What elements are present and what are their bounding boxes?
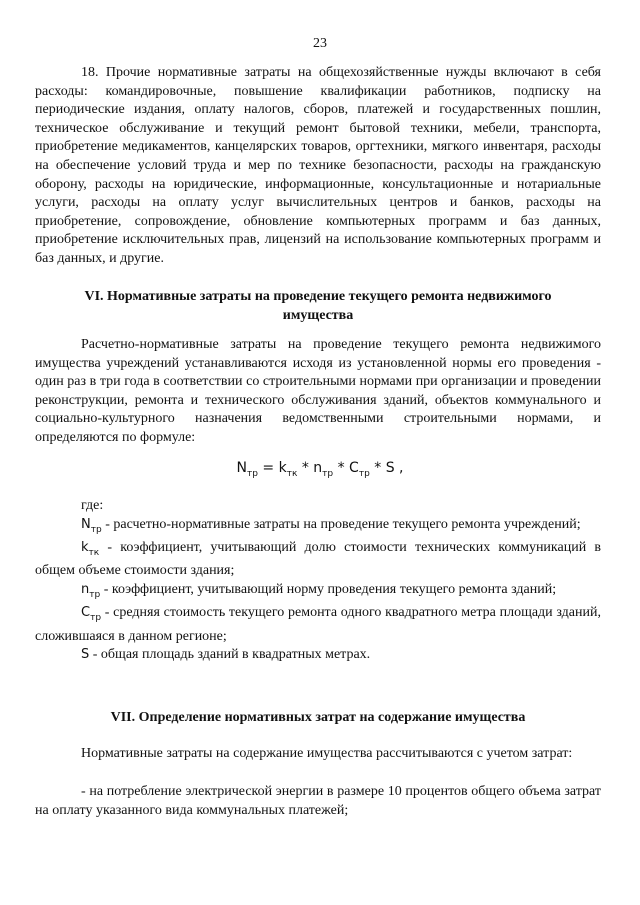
section-6-heading — [35, 288, 601, 325]
formula-eq: = — [257, 460, 279, 476]
formula-k-sub: тк — [286, 468, 298, 479]
section-6-heading-line2: имущества — [282, 307, 354, 323]
def-C-text: - средняя стоимость текущего ремонта одного квадратного метра площади зданий, сложившаяся в данном регионе; — [35, 605, 601, 644]
formula-op2: * — [333, 460, 350, 476]
formula-n: n — [313, 460, 323, 476]
formula-op3: * — [369, 460, 386, 476]
formula-C: C — [349, 460, 359, 476]
repair-cost-formula — [0, 460, 640, 479]
def-S-symbol: S — [81, 647, 90, 663]
def-N-symbol: N — [81, 516, 91, 532]
definition-n — [35, 581, 601, 604]
formula-k: k — [278, 460, 287, 476]
formula-end: , — [394, 460, 404, 476]
definitions-block — [35, 497, 601, 665]
section-6-intro: Расчетно-нормативные затраты на проведение текущего ремонта недвижимого имущества учреждений устанавливаются исходя из установленной нормы его проведения - один раз в три года в соответствии со строительными нормами при организации и проведении реконструкции, ремонта и технического обслуживания зданий, объектов коммунального и социально-культурного назначения ведомственными строительными нормами, и определяются по формуле: — [35, 337, 601, 445]
def-n-text: - коэффициент, учитывающий норму проведения текущего ремонта зданий; — [100, 581, 557, 597]
def-n-sub: тр — [89, 589, 101, 600]
definition-C — [35, 604, 601, 646]
definition-k — [35, 539, 601, 581]
page-number: 23 — [313, 36, 327, 51]
def-C-symbol: C — [81, 605, 91, 621]
formula-N-sub: тр — [246, 468, 258, 479]
section-7-heading: VII. Определение нормативных затрат на содержание имущества — [110, 710, 526, 725]
def-k-text: - коэффициент, учитывающий долю стоимости технических коммуникаций в общем объеме стоимости здания; — [35, 539, 601, 579]
section-7-item-1: - на потребление электрической энергии в размере 10 процентов общего объема затрат на оплату указанного вида коммунальных платежей; — [35, 784, 601, 818]
def-k-sub: тк — [88, 547, 100, 558]
formula-S: S — [385, 460, 395, 476]
formula-n-sub: тр — [322, 468, 334, 479]
definition-S — [35, 646, 601, 665]
def-k-symbol: k — [81, 539, 89, 555]
def-N-text: - расчетно-нормативные затраты на проведение текущего ремонта учреждений; — [101, 516, 581, 532]
def-S-text: - общая площадь зданий в квадратных метрах. — [89, 647, 371, 663]
def-C-sub: тр — [90, 613, 102, 624]
formula-op1: * — [297, 460, 314, 476]
def-N-sub: тр — [90, 524, 102, 535]
paragraph-18: 18. Прочие нормативные затраты на общехозяйственные нужды включают в себя расходы: командировочные, повышение квалификации работников, подписку на периодические издания, оплату налогов, сборов, платежей и государственных пошлин, техническое обслуживание и текущий ремонт бытовой техники, мебели, транспорта, приобретение медикаментов, канцелярских товаров, оргтехники, мягкого инвентаря, расходы на обеспечение условий труда и мер по технике безопасности, расходы на гражданскую оборону, расходы на юридические, информационные, консультационные и нотариальные услуги, расходы на оплату услуг вычислительных центров и банков, расходы на приобретение, сопровождение, обновление компьютерных программ и баз данных, приобретение исключительных прав, лицензий на использование компьютерных программ и баз данных, и другие. — [35, 65, 601, 266]
formula-C-sub: тр — [358, 468, 370, 479]
section-7-intro: Нормативные затраты на содержание имущества рассчитываются с учетом затрат: — [81, 746, 573, 761]
formula-N: N — [236, 460, 247, 476]
def-n-symbol: n — [81, 581, 90, 597]
section-6-heading-line1: VI. Нормативные затраты на проведение текущего ремонта недвижимого — [84, 289, 552, 304]
definition-N — [35, 516, 601, 539]
where-label: где: — [81, 498, 104, 513]
